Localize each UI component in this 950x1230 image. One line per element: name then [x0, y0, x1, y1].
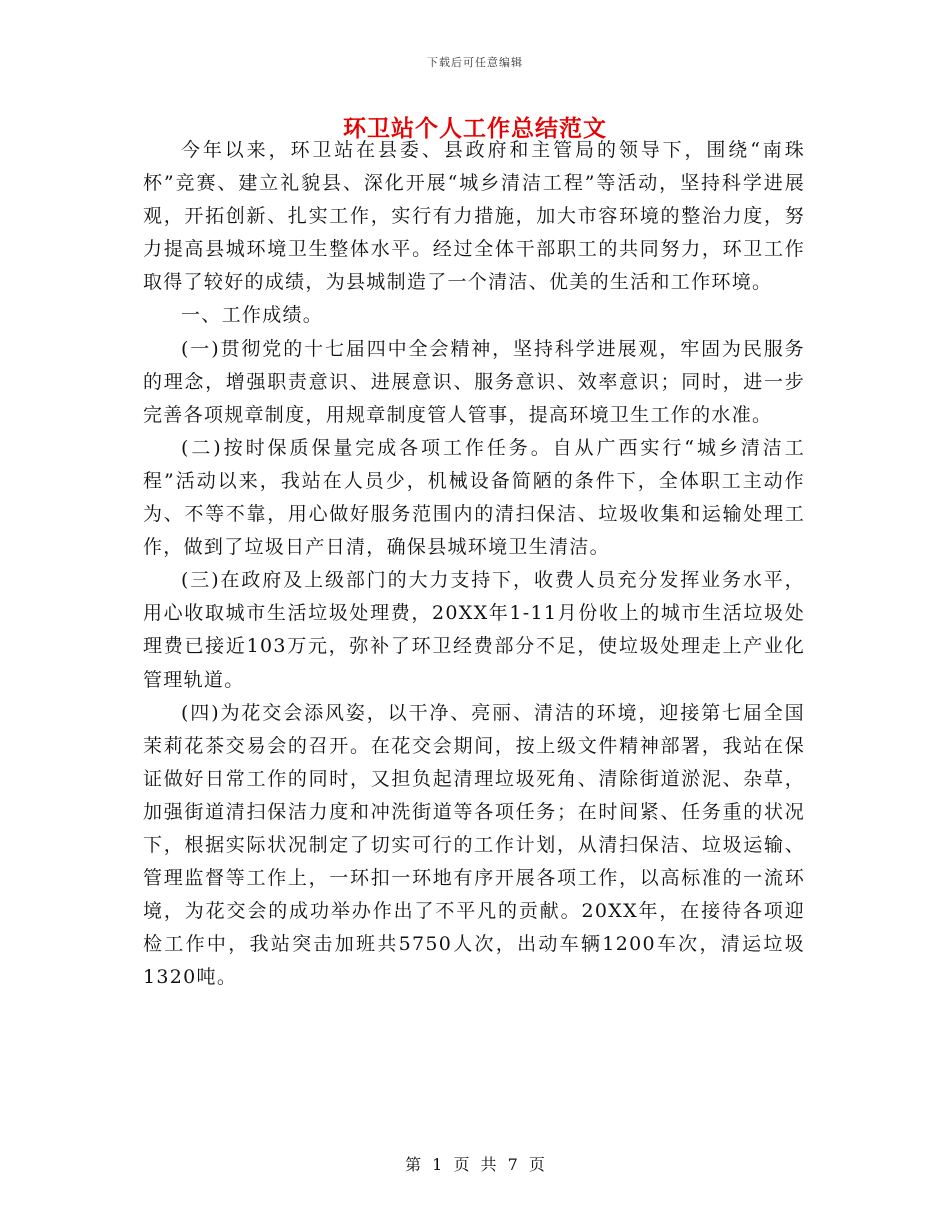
paragraph-item-3: (三)在政府及上级部门的大力支持下，收费人员充分发挥业务水平，用心收取城市生活垃圾处理费，20XX年1-11月份收上的城市生活垃圾处理费已接近103万元，弥补了环卫经费部分不足，使垃圾处理走上产业化管理轨道。: [143, 569, 805, 691]
document-body: [143, 134, 805, 994]
page-number-footer: 第 1 页 共 7 页: [405, 1155, 545, 1174]
document-title: 环卫站个人工作总结范文: [343, 115, 607, 142]
paragraph-item-2: (二)按时保质保量完成各项工作任务。自从广西实行“城乡清洁工程”活动以来，我站在人员少，机械设备简陋的条件下，全体职工主动作为、不等不靠，用心做好服务范围内的清扫保洁、垃圾收集和运输处理工作，做到了垃圾日产日清，确保县城环境卫生清洁。: [143, 436, 805, 559]
paragraph-item-4: (四)为花交会添风姿，以干净、亮丽、清洁的环境，迎接第七届全国茉莉花茶交易会的召开。在花交会期间，按上级文件精神部署，我站在保证做好日常工作的同时，又担负起清理垃圾死角、清除街道淤泥、杂草，加强街道清扫保洁力度和冲洗街道等各项任务；在时间紧、任务重的状况下，根据实际状况制定了切实可行的工作计划，从清扫保洁、垃圾运输、管理监督等工作上，一环扣一环地有序开展各项工作，以高标准的一流环境，为花交会的成功举办作出了不平凡的贡献。20XX年，在接待各项迎检工作中，我站突击加班共5750人次，出动车辆1200车次，清运垃圾1320吨。: [143, 701, 805, 989]
section-heading-achievements: 一、工作成绩。: [181, 304, 324, 327]
paragraph-intro: 今年以来，环卫站在县委、县政府和主管局的领导下，围绕“南珠杯”竞赛、建立礼貌县、深化开展“城乡清洁工程”等活动，坚持科学进展观，开拓创新、扎实工作，实行有力措施，加大市容环境的整治力度，努力提高县城环境卫生整体水平。经过全体干部职工的共同努力，环卫工作取得了较好的成绩，为县城制造了一个清洁、优美的生活和工作环境。: [143, 139, 805, 294]
header-note: 下载后可任意编辑: [427, 56, 523, 69]
paragraph-item-1: (一)贯彻党的十七届四中全会精神，坚持科学进展观，牢固为民服务的理念，增强职责意识、进展意识、服务意识、效率意识；同时，进一步完善各项规章制度，用规章制度管人管事，提高环境卫生工作的水准。: [143, 337, 805, 426]
